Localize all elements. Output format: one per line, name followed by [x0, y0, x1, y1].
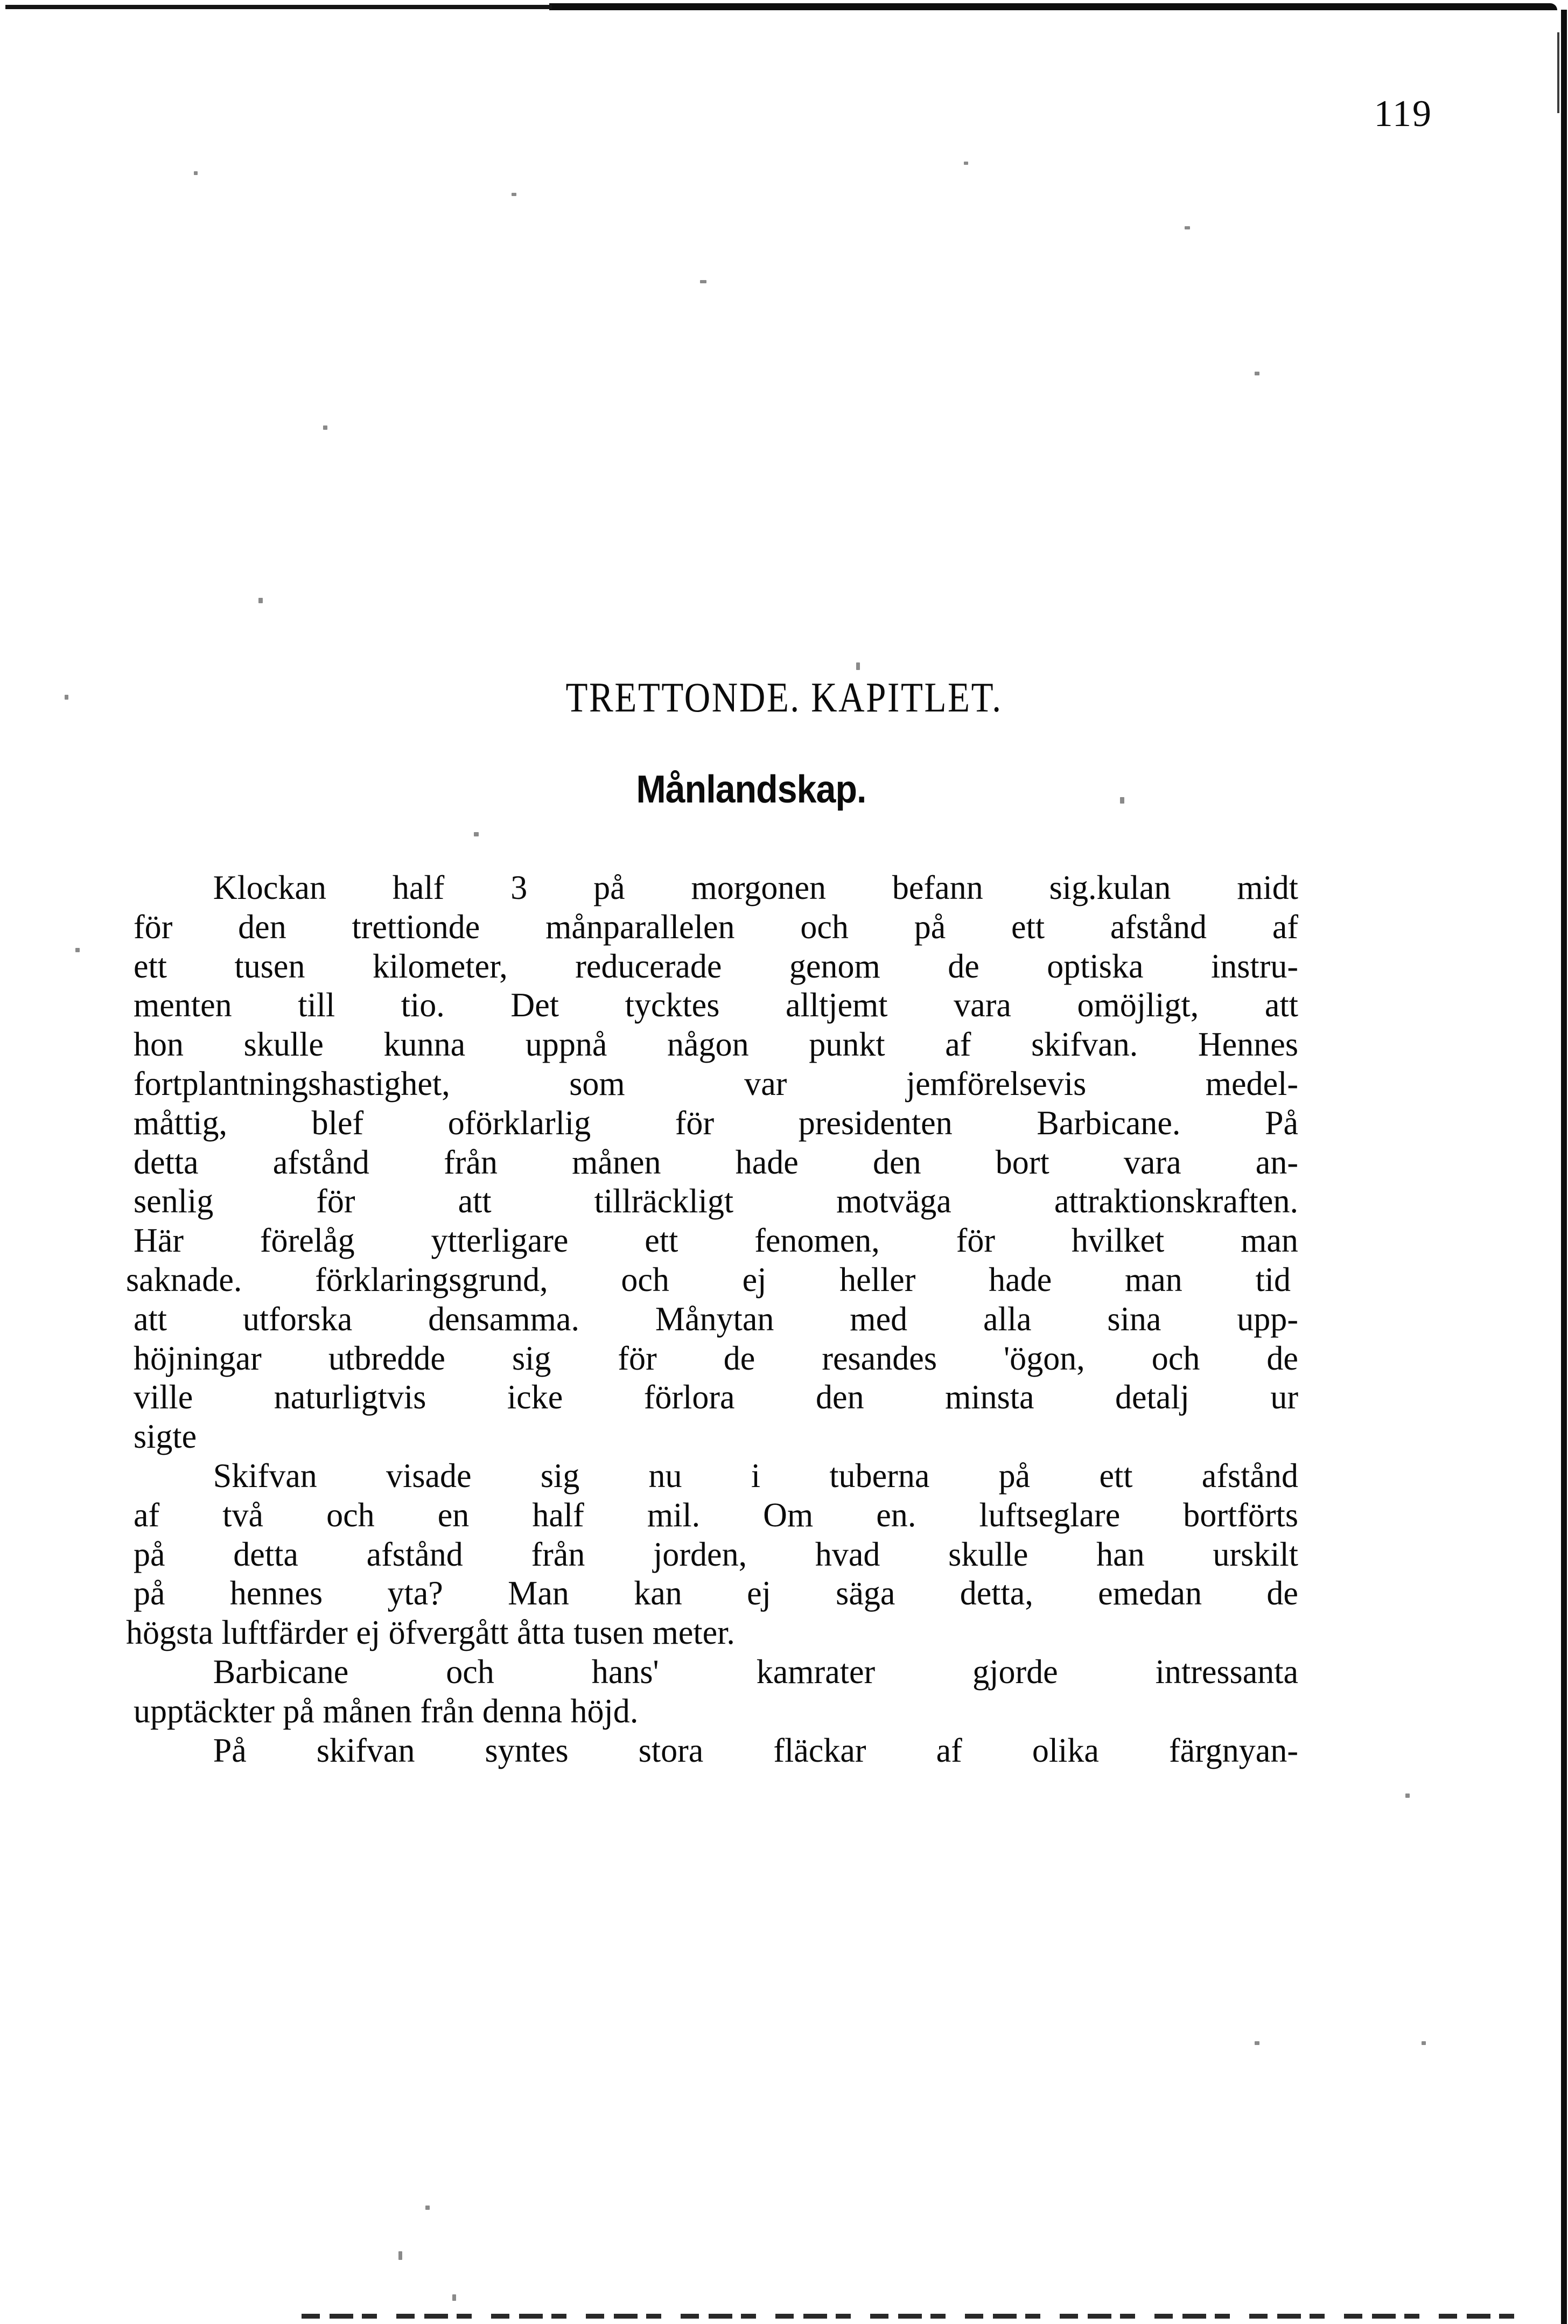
word: morgonen — [691, 869, 827, 906]
word: optiska — [1047, 947, 1144, 985]
word: På — [1264, 1104, 1299, 1142]
word: detta — [233, 1535, 298, 1573]
chapter-subtitle: Månlandskap. — [636, 768, 866, 811]
word: saknade. — [126, 1260, 242, 1299]
word: vara — [1123, 1143, 1181, 1181]
text-line — [134, 986, 1298, 1025]
word: skifvan — [316, 1731, 415, 1769]
word: skulle — [243, 1025, 324, 1064]
word: alltjemt — [785, 986, 888, 1024]
word: att — [1264, 986, 1298, 1024]
word: afstånd — [366, 1535, 463, 1573]
word: jemförelsevis — [906, 1064, 1087, 1102]
word: för — [316, 1182, 355, 1220]
text-line — [134, 947, 1298, 986]
word: af — [1272, 908, 1299, 946]
word: stora — [638, 1731, 704, 1769]
scan-speck — [1185, 226, 1190, 229]
word: ur — [1270, 1378, 1299, 1416]
word: uppnå — [525, 1025, 607, 1064]
word: Månytan — [655, 1300, 774, 1338]
page-number: 119 — [1374, 93, 1432, 135]
word: man — [1124, 1260, 1182, 1299]
scan-speck — [398, 2251, 402, 2260]
word: detta, — [960, 1574, 1033, 1613]
word: olika — [1032, 1731, 1099, 1769]
word: på — [914, 908, 946, 946]
word: afstånd — [1110, 908, 1207, 946]
text-line — [134, 1221, 1298, 1260]
word: hvad — [815, 1535, 880, 1573]
word: ej — [742, 1260, 767, 1299]
word: Skifvan — [213, 1456, 317, 1495]
word: sig — [512, 1339, 551, 1377]
scan-speck — [452, 2294, 456, 2301]
text-line — [134, 1025, 1298, 1064]
word: för — [618, 1339, 657, 1377]
word: ett — [1011, 908, 1045, 946]
text-line — [134, 1496, 1298, 1535]
word: för — [675, 1104, 715, 1142]
scan-border-right-speck — [1557, 32, 1559, 113]
word: färgnyan- — [1168, 1731, 1299, 1769]
word: fortplantningshastighet, — [134, 1064, 450, 1102]
word: upp- — [1237, 1300, 1298, 1338]
word: de — [723, 1339, 755, 1377]
text-line — [134, 1378, 1298, 1417]
word: höjningar — [134, 1339, 262, 1377]
word: hans' — [591, 1652, 659, 1691]
word: half — [532, 1496, 584, 1534]
word: attraktionskraften. — [1054, 1182, 1298, 1220]
word: af — [134, 1496, 160, 1534]
word: nu — [648, 1456, 682, 1495]
scan-speck — [65, 695, 68, 700]
word: menten — [134, 986, 232, 1024]
word: och — [446, 1652, 494, 1691]
word: fläckar — [773, 1731, 866, 1769]
text-line — [126, 1260, 1291, 1300]
text-line — [134, 1692, 1298, 1731]
word: bortförts — [1183, 1496, 1299, 1534]
word: Hennes — [1198, 1025, 1298, 1064]
scan-speck — [323, 425, 327, 430]
word: han — [1096, 1535, 1145, 1573]
word: hon — [134, 1025, 184, 1064]
word: måttig, — [134, 1104, 228, 1142]
word: månparallelen — [545, 908, 735, 946]
word: tuberna — [829, 1456, 930, 1495]
text-line — [134, 1731, 1298, 1770]
word: afstånd — [1201, 1456, 1298, 1495]
text-line — [134, 1535, 1298, 1574]
word: icke — [507, 1378, 563, 1416]
word: Här — [134, 1222, 184, 1260]
word: ville — [134, 1378, 193, 1416]
word: urskilt — [1213, 1535, 1298, 1573]
word: utbredde — [328, 1339, 445, 1377]
scan-speck — [75, 948, 80, 952]
text-line — [134, 1339, 1298, 1378]
word: af — [945, 1025, 971, 1064]
word: med — [850, 1300, 908, 1338]
word: att — [134, 1300, 167, 1338]
word: blef — [311, 1104, 364, 1142]
word: sig.kulan — [1049, 869, 1171, 906]
word: hade — [989, 1260, 1052, 1299]
word: fenomen, — [754, 1222, 880, 1260]
text-line — [134, 1064, 1298, 1104]
word: Klockan — [213, 869, 326, 906]
word: och — [326, 1496, 375, 1534]
word: emedan — [1098, 1574, 1202, 1613]
word: 'ögon, — [1003, 1339, 1085, 1377]
word: månen — [572, 1143, 661, 1181]
word: luftseglare — [979, 1496, 1121, 1534]
scan-border-right — [1561, 10, 1567, 2324]
word: och — [800, 908, 849, 946]
word: på — [134, 1574, 165, 1613]
word: befann — [892, 869, 983, 906]
word: den — [816, 1378, 864, 1416]
word: på — [998, 1456, 1031, 1495]
word: an- — [1255, 1143, 1299, 1181]
paragraph — [134, 1652, 1316, 1731]
word: presidenten — [798, 1104, 953, 1142]
text-line — [134, 1652, 1298, 1692]
word: reducerade — [575, 947, 722, 985]
text-line — [134, 1182, 1298, 1221]
word: alla — [983, 1300, 1032, 1338]
word: och — [621, 1260, 669, 1299]
word: trettionde — [352, 908, 480, 946]
word: afstånd — [272, 1143, 369, 1181]
word: från — [444, 1143, 498, 1181]
word: minsta — [945, 1378, 1034, 1416]
word: tio. — [401, 986, 445, 1024]
word: Om — [763, 1496, 814, 1534]
scan-speck — [700, 280, 706, 283]
word: på — [593, 869, 625, 906]
word: sig — [540, 1456, 580, 1495]
word: tusen — [234, 947, 305, 985]
word: och — [1151, 1339, 1200, 1377]
scan-speck — [964, 162, 968, 165]
text-line — [134, 1574, 1298, 1613]
word: de — [1266, 1339, 1298, 1377]
scan-speck — [1422, 2041, 1426, 2045]
scan-speck — [856, 662, 860, 670]
word: af — [936, 1731, 962, 1769]
word: medel- — [1205, 1064, 1299, 1102]
scan-speck — [258, 598, 263, 603]
text-line — [126, 1613, 1298, 1652]
word: de — [948, 947, 979, 985]
word: genom — [789, 947, 880, 985]
word: hade — [735, 1143, 799, 1181]
word: vara — [954, 986, 1011, 1024]
word: två — [222, 1496, 264, 1534]
word: skulle — [948, 1535, 1028, 1573]
word: Barbicane — [213, 1652, 349, 1691]
word: oförklarlig — [447, 1104, 591, 1142]
word: jorden, — [653, 1535, 747, 1573]
word: en. — [876, 1496, 916, 1534]
scan-speck — [1405, 1793, 1410, 1798]
word: instru- — [1210, 947, 1299, 985]
scan-border-bottom — [302, 2314, 1529, 2319]
word: att — [458, 1182, 492, 1220]
word: hvilket — [1071, 1222, 1165, 1260]
word: mil. — [647, 1496, 701, 1534]
word: förlora — [643, 1378, 735, 1416]
word: sina — [1107, 1300, 1161, 1338]
word: säga — [836, 1574, 895, 1613]
word: tillräckligt — [594, 1182, 734, 1220]
paragraph — [134, 1731, 1316, 1770]
word: en — [437, 1496, 470, 1534]
word: ett — [134, 947, 167, 985]
paragraph — [126, 1456, 1316, 1652]
word: ytterligare — [431, 1222, 569, 1260]
word: senlig — [134, 1182, 214, 1220]
word: Det — [510, 986, 559, 1024]
word: från — [531, 1535, 585, 1573]
word: hennes — [229, 1574, 323, 1613]
word: bort — [995, 1143, 1049, 1181]
word: de — [1266, 1574, 1298, 1613]
word: visade — [386, 1456, 472, 1495]
word-run: upptäckter på månen från denna höjd. — [134, 1692, 639, 1730]
word: den — [238, 908, 286, 946]
word: omöjligt, — [1077, 986, 1199, 1024]
word: för — [134, 908, 173, 946]
word: detalj — [1115, 1378, 1189, 1416]
word: ett — [645, 1222, 678, 1260]
word: resandes — [822, 1339, 937, 1377]
word: förklaringsgrund, — [315, 1260, 548, 1299]
word: till — [298, 986, 335, 1024]
word-run: sigte — [134, 1418, 197, 1456]
word: utforska — [242, 1300, 353, 1338]
word: 3 — [510, 869, 528, 906]
word: punkt — [809, 1025, 885, 1064]
text-line — [134, 1456, 1298, 1496]
scan-speck — [425, 2206, 430, 2210]
word: heller — [839, 1260, 916, 1299]
word: intressanta — [1155, 1652, 1299, 1691]
text-line — [134, 1104, 1298, 1143]
word: kilometer, — [372, 947, 508, 985]
text-line — [134, 908, 1298, 947]
word: densamma. — [428, 1300, 580, 1338]
scan-speck — [194, 171, 198, 175]
text-line — [134, 1300, 1298, 1339]
scan-speck — [1120, 797, 1124, 804]
word: Barbicane. — [1037, 1104, 1181, 1142]
paragraph — [126, 868, 1316, 1456]
scan-speck — [512, 193, 516, 196]
word: tycktes — [625, 986, 720, 1024]
word: naturligtvis — [274, 1378, 426, 1416]
text-line — [134, 1143, 1298, 1182]
word: midt — [1237, 869, 1299, 906]
word: På — [213, 1731, 247, 1769]
word: kunna — [383, 1025, 466, 1064]
word: tid — [1255, 1260, 1291, 1299]
word: motväga — [836, 1182, 951, 1220]
word: den — [873, 1143, 921, 1181]
word: ett — [1099, 1456, 1133, 1495]
word: Man — [508, 1574, 569, 1613]
word: någon — [667, 1025, 749, 1064]
chapter-title: TRETTONDE. KAPITLET. — [565, 674, 1003, 721]
word: syntes — [485, 1731, 569, 1769]
word: i — [751, 1456, 761, 1495]
word: yta? — [387, 1574, 443, 1613]
word: för — [956, 1222, 996, 1260]
scan-speck — [1255, 372, 1259, 375]
word: var — [744, 1064, 787, 1102]
word: kan — [634, 1574, 682, 1613]
word-run: högsta luftfärder ej öfvergått åtta tusen meter. — [126, 1614, 735, 1652]
scan-speck — [1255, 2041, 1259, 2045]
scan-speck — [474, 832, 479, 836]
word: skifvan. — [1031, 1025, 1138, 1064]
text-line — [134, 1417, 1298, 1456]
word: ej — [747, 1574, 771, 1613]
word: på — [134, 1535, 165, 1573]
word: man — [1241, 1222, 1298, 1260]
word: som — [569, 1064, 625, 1102]
scan-border-top — [549, 3, 1557, 10]
word: half — [392, 869, 445, 906]
word: detta — [134, 1143, 199, 1181]
word: kamrater — [756, 1652, 876, 1691]
word: förelåg — [260, 1222, 355, 1260]
body-text — [126, 868, 1316, 1770]
word: gjorde — [972, 1652, 1058, 1691]
text-line — [134, 868, 1298, 908]
